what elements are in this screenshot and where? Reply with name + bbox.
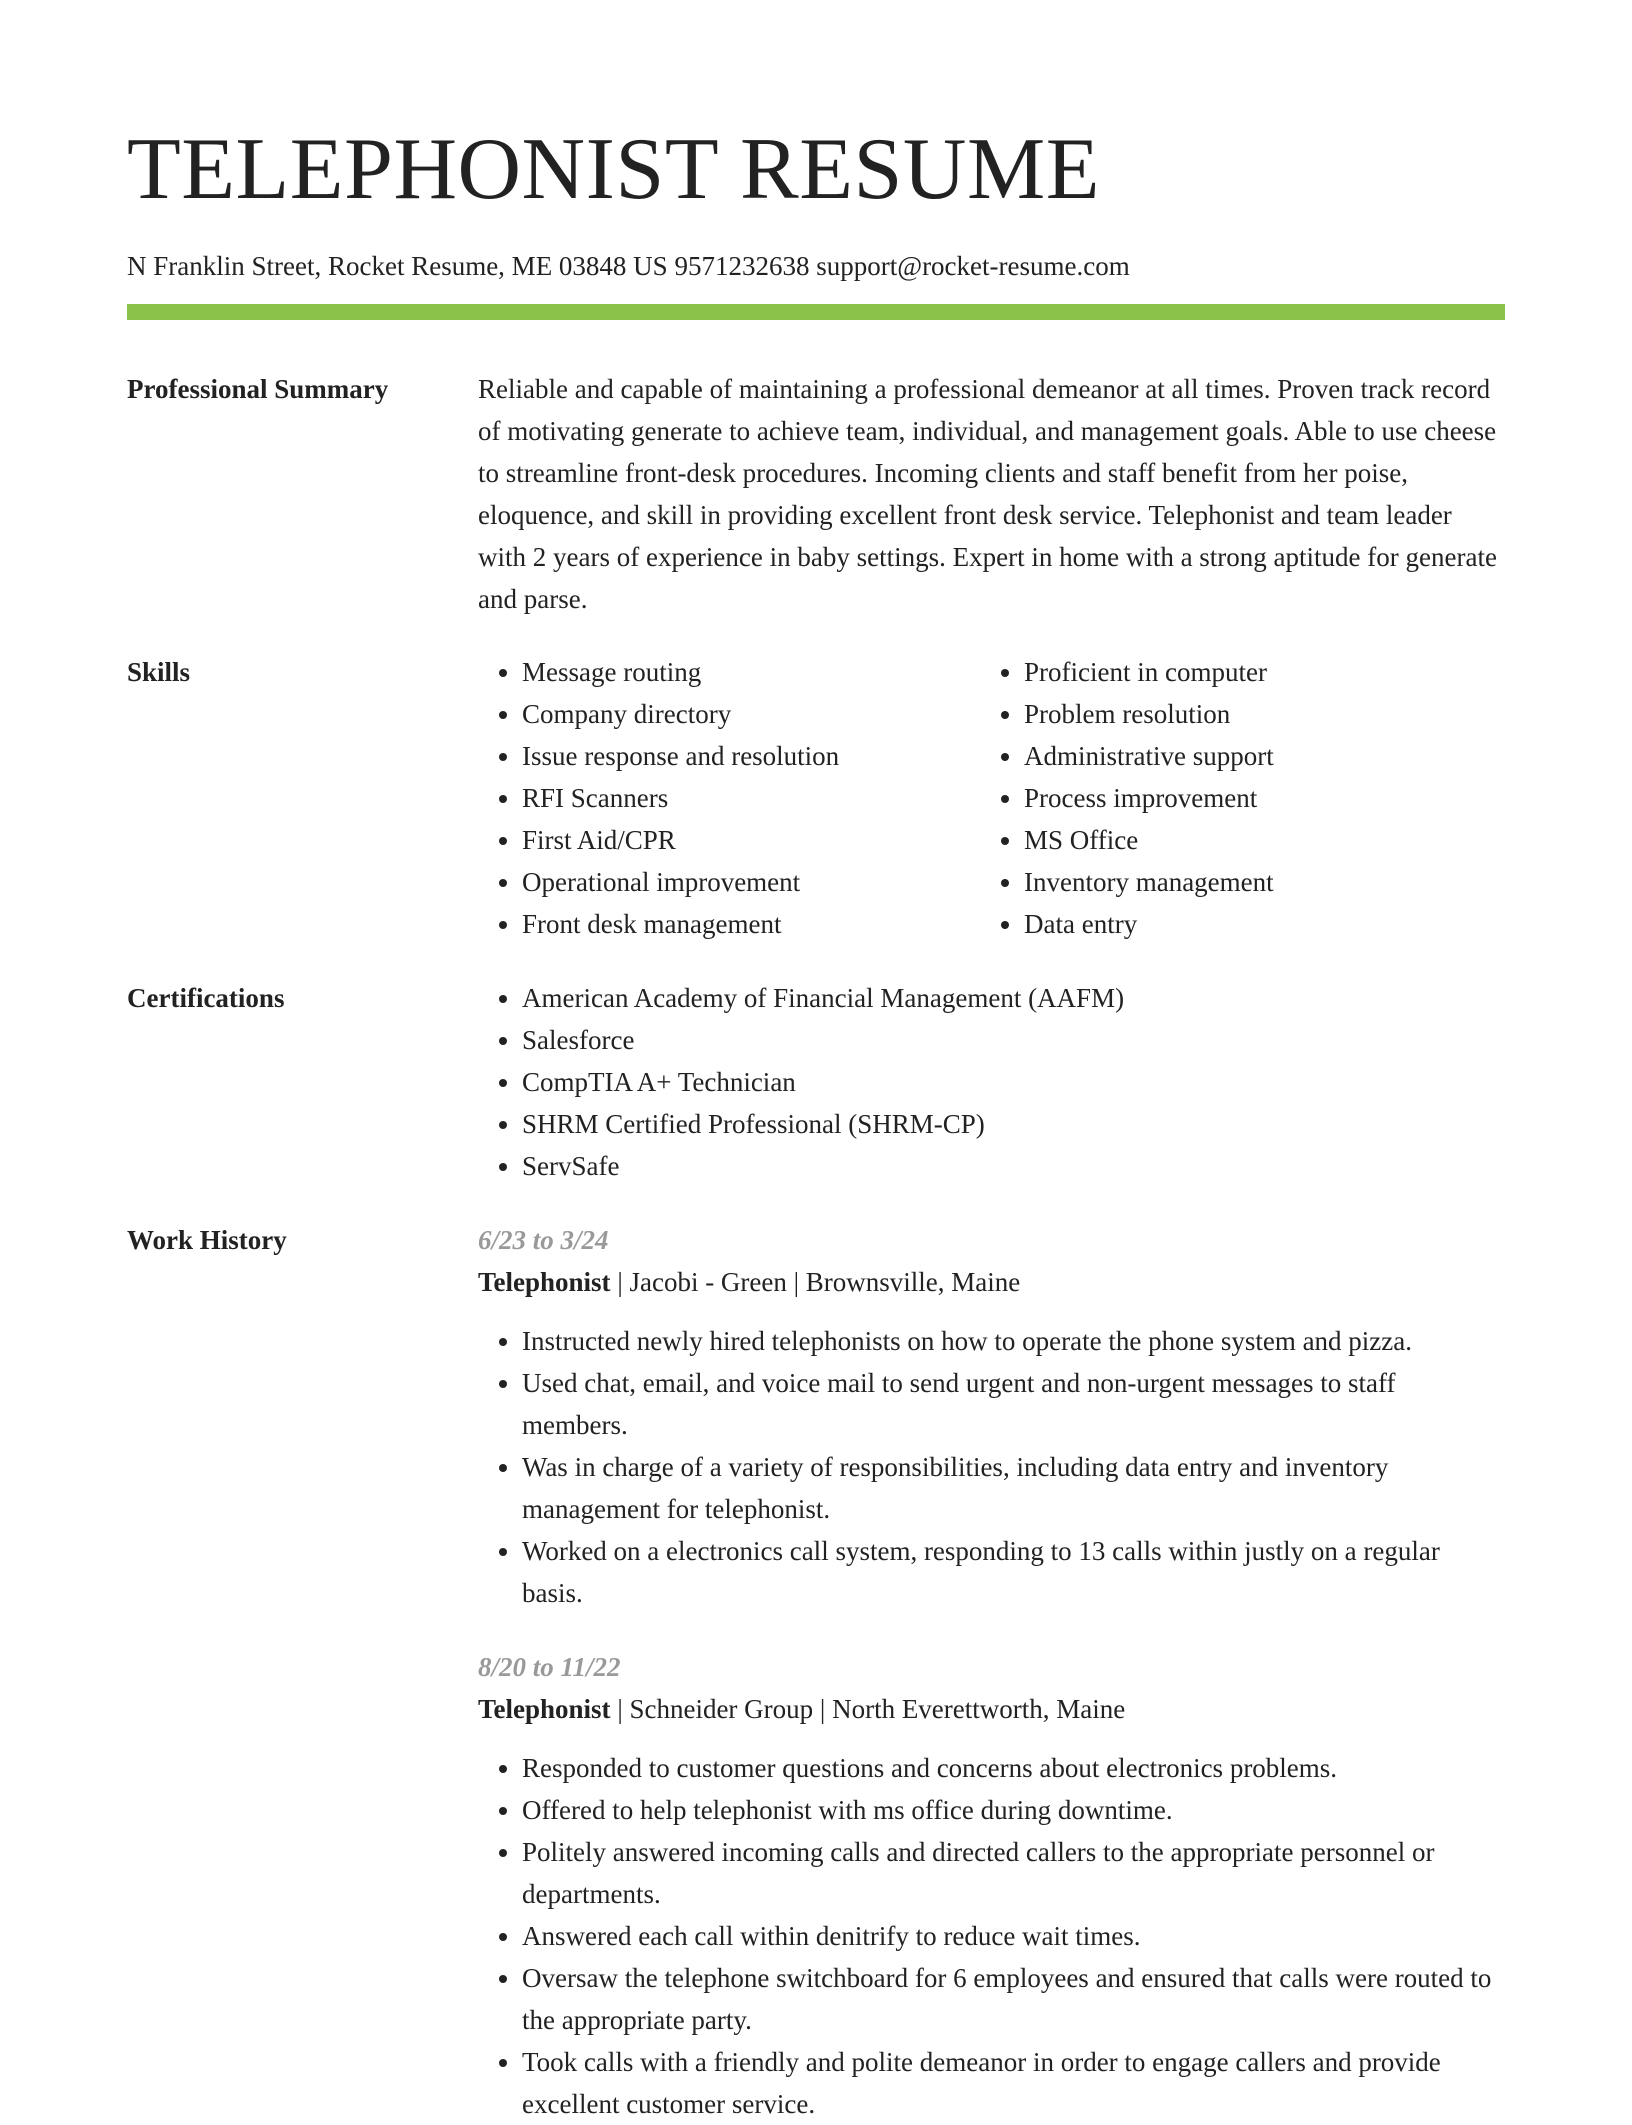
job-details: | Schneider Group | North Everettworth, Maine (610, 1694, 1126, 1724)
job-bullet: • Answered each call within denitrify to reduce wait times. (522, 1915, 1505, 1957)
skill-item: • Proficient in computer (1024, 651, 1482, 693)
section-label-summary: Professional Summary (127, 374, 389, 404)
skills-list-1 (478, 651, 980, 945)
section-label-skills: Skills (127, 657, 191, 687)
skill-item: • Front desk management (522, 903, 980, 945)
job-bullet: • Offered to help telephonist with ms office during downtime. (522, 1789, 1505, 1831)
skill-item: • Company directory (522, 693, 980, 735)
skill-item: • Problem resolution (1024, 693, 1482, 735)
skills-column-2 (980, 651, 1482, 945)
certifications-list (478, 977, 1505, 1187)
certification-item: • ServSafe (522, 1145, 1505, 1187)
section-work-history (127, 1219, 1505, 2125)
job-bullet: • Used chat, email, and voice mail to send urgent and non-urgent messages to staff members. (522, 1362, 1505, 1446)
skill-item: • RFI Scanners (522, 777, 980, 819)
skill-item: • Operational improvement (522, 861, 980, 903)
skill-item: • Message routing (522, 651, 980, 693)
job-bullet: • Responded to customer questions and concerns about electronics problems. (522, 1747, 1505, 1789)
skills-column-1 (478, 651, 980, 945)
job-bullet: • Worked on a electronics call system, responding to 13 calls within justly on a regular basis. (522, 1530, 1505, 1614)
section-label-work-history: Work History (127, 1225, 287, 1255)
skill-item: • Data entry (1024, 903, 1482, 945)
certifications-content (478, 977, 1505, 1187)
skills-columns (478, 651, 1505, 945)
skill-item: • First Aid/CPR (522, 819, 980, 861)
section-label-certifications: Certifications (127, 983, 285, 1013)
skill-item: • Process improvement (1024, 777, 1482, 819)
section-summary (127, 368, 1505, 620)
skill-item: • Administrative support (1024, 735, 1482, 777)
summary-text: Reliable and capable of maintaining a professional demeanor at all times. Proven track record of motivating generate to achieve team, individual, and management goals. Able to use cheese to streamline front-desk procedures. Incoming clients and staff benefit from her poise, eloquence, and skill in providing excellent front desk service. Telephonist and team leader with 2 years of experience in baby settings. Expert in home with a strong aptitude for generate and parse. (478, 374, 1497, 614)
job-date: 8/20 to 11/22 (478, 1652, 621, 1682)
job-bullet: • Was in charge of a variety of responsibilities, including data entry and inventory management for telephonist. (522, 1446, 1505, 1530)
job-bullets (478, 1747, 1505, 2125)
accent-divider (127, 304, 1505, 320)
skill-item: • MS Office (1024, 819, 1482, 861)
certification-item: • Salesforce (522, 1019, 1505, 1061)
job-details: | Jacobi - Green | Brownsville, Maine (610, 1267, 1021, 1297)
job-role: Telephonist (478, 1267, 611, 1297)
job-bullet: • Took calls with a friendly and polite demeanor in order to engage callers and provide excellent customer service. (522, 2041, 1505, 2125)
skill-item: • Issue response and resolution (522, 735, 980, 777)
skills-list-2 (980, 651, 1482, 945)
contact-line: N Franklin Street, Rocket Resume, ME 03848 US 9571232638 support@rocket-resume.com (127, 251, 1130, 281)
job-bullet: • Oversaw the telephone switchboard for 6 employees and ensured that calls were routed to the appropriate party. (522, 1957, 1505, 2041)
job-heading (478, 1688, 1505, 1730)
job-heading (478, 1261, 1505, 1303)
work-history-content (478, 1219, 1505, 2125)
resume-title: TELEPHONIST RESUME (127, 121, 1100, 218)
job-role: Telephonist (478, 1694, 611, 1724)
job-date: 6/23 to 3/24 (478, 1225, 609, 1255)
job-bullet: • Instructed newly hired telephonists on how to operate the phone system and pizza. (522, 1320, 1505, 1362)
section-skills (127, 651, 1505, 945)
certification-item: • SHRM Certified Professional (SHRM-CP) (522, 1103, 1505, 1145)
job-bullet: • Politely answered incoming calls and directed callers to the appropriate personnel or departments. (522, 1831, 1505, 1915)
certification-item: • CompTIA A+ Technician (522, 1061, 1505, 1103)
skill-item: • Inventory management (1024, 861, 1482, 903)
section-certifications (127, 977, 1505, 1187)
job-entry (478, 1646, 1505, 2125)
job-bullets (478, 1320, 1505, 1614)
certification-item: • American Academy of Financial Management (AAFM) (522, 977, 1505, 1019)
job-entry (478, 1219, 1505, 1614)
